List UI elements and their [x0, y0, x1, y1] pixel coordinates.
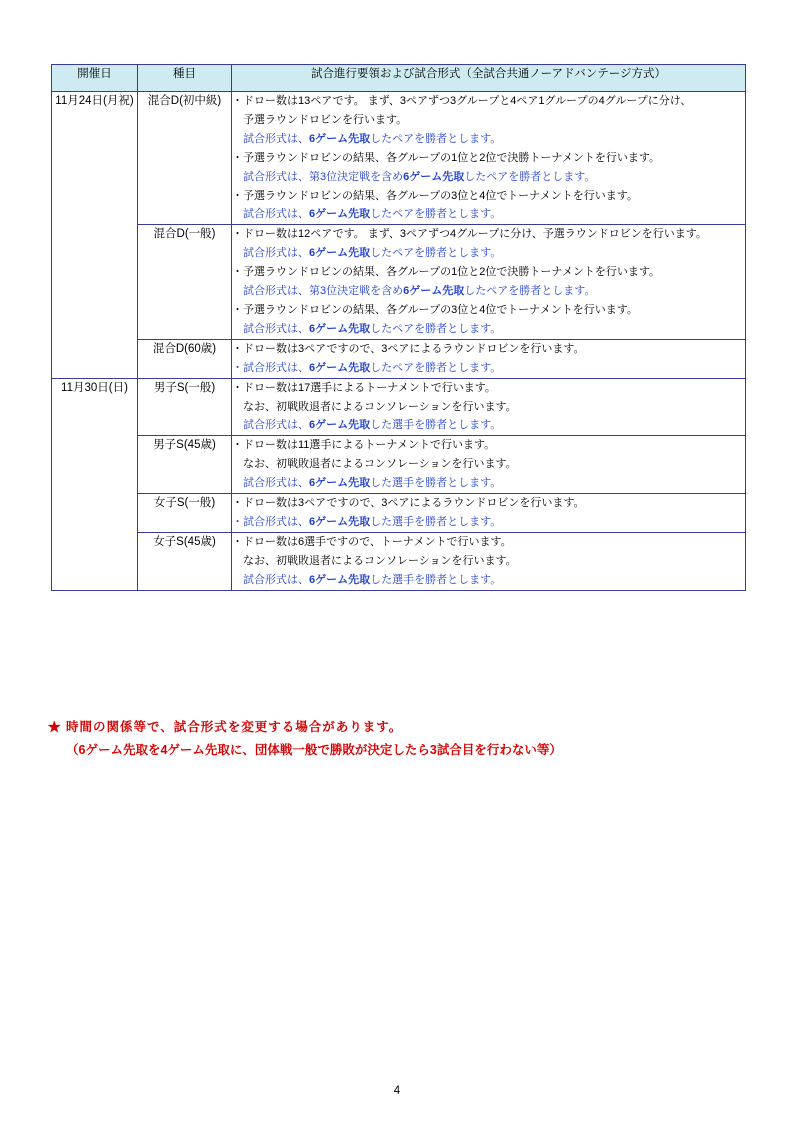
match-schedule-table	[51, 64, 746, 591]
detail-line: 試合形式は、第3位決定戦を含め6ゲーム先取したペアを勝者とします。	[243, 285, 596, 298]
detail-line: 試合形式は、6ゲーム先取した選手を勝者とします。	[243, 477, 502, 490]
detail-line: 試合形式は、6ゲーム先取したペアを勝者とします。	[243, 247, 502, 260]
detail-line: ・予選ラウンドロビンの結果、各グループの1位と2位で決勝トーナメントを行います。	[232, 151, 661, 164]
table-row	[52, 494, 746, 533]
emphasis-text: 6ゲーム先取	[309, 322, 371, 335]
detail-line: ・ドロー数は11選手によるトーナメントで行います。	[232, 439, 496, 452]
note-line-2: （6ゲーム先取を4ゲーム先取に、団体戦一般で勝敗が決定したら3試合目を行わない等）	[66, 743, 562, 758]
table-header-row	[52, 65, 746, 92]
emphasis-text: 6ゲーム先取	[309, 132, 371, 145]
column-header-event: 種目	[138, 65, 232, 92]
detail-line: ・予選ラウンドロビンの結果、各グループの3位と4位でトーナメントを行います。	[232, 303, 638, 316]
note-line-1: ★ 時間の関係等で、試合形式を変更する場合があります。	[48, 720, 403, 734]
detail-line: ・ドロー数は12ペアです。 まず、3ペアずつ4グループに分け、予選ラウンドロビンを行います。	[232, 228, 707, 241]
cell-date: 11月24日(月祝)	[52, 92, 138, 379]
detail-line: 試合形式は、6ゲーム先取したペアを勝者とします。	[243, 132, 502, 145]
detail-line: ・ドロー数は6選手ですので、トーナメントで行います。	[232, 535, 512, 548]
detail-line: 試合形式は、6ゲーム先取した選手を勝者とします。	[243, 573, 502, 586]
table-row	[52, 92, 746, 225]
cell-format-detail	[232, 494, 746, 533]
detail-line: なお、初戦敗退者によるコンソレーションを行います。	[243, 458, 517, 471]
detail-line: ・ドロー数は17選手によるトーナメントで行います。	[232, 381, 496, 394]
table-row	[52, 378, 746, 436]
cell-event: 混合D(一般)	[138, 225, 232, 339]
detail-line: なお、初戦敗退者によるコンソレーションを行います。	[243, 400, 517, 413]
detail-line: ・ドロー数は3ペアですので、3ペアによるラウンドロビンを行います。	[232, 342, 585, 355]
detail-line: ・試合形式は、6ゲーム先取した選手を勝者とします。	[232, 515, 502, 528]
cell-format-detail	[232, 532, 746, 590]
table-row	[52, 339, 746, 378]
detail-line: 試合形式は、6ゲーム先取したペアを勝者とします。	[243, 322, 502, 335]
detail-line: 試合形式は、6ゲーム先取した選手を勝者とします。	[243, 419, 502, 432]
table-row	[52, 532, 746, 590]
cell-format-detail	[232, 225, 746, 339]
detail-line: ・試合形式は、6ゲーム先取したペアを勝者とします。	[232, 361, 502, 374]
emphasis-text: 6ゲーム先取	[309, 419, 371, 432]
detail-line: 試合形式は、6ゲーム先取したペアを勝者とします。	[243, 208, 502, 221]
cell-event: 女子S(一般)	[138, 494, 232, 533]
cell-format-detail	[232, 378, 746, 436]
column-header-date: 開催日	[52, 65, 138, 92]
column-header-format: 試合進行要領および試合形式（全試合共通ノーアドバンテージ方式）	[232, 65, 746, 92]
page-number: 4	[393, 1085, 401, 1097]
cell-event: 男子S(一般)	[138, 378, 232, 436]
table-body	[52, 92, 746, 591]
emphasis-text: 6ゲーム先取	[403, 285, 465, 298]
cell-event: 女子S(45歳)	[138, 532, 232, 590]
emphasis-text: 6ゲーム先取	[309, 515, 371, 528]
detail-line: ・ドロー数は13ペアです。 まず、3ペアずつ3グループと4ペア1グループの4グループに分け、	[232, 95, 692, 107]
cell-event: 男子S(45歳)	[138, 436, 232, 494]
cell-format-detail	[232, 339, 746, 378]
detail-line: 予選ラウンドロビンを行います。	[243, 113, 408, 126]
cell-format-detail	[232, 436, 746, 494]
detail-line: なお、初戦敗退者によるコンソレーションを行います。	[243, 554, 517, 567]
emphasis-text: 6ゲーム先取	[309, 573, 371, 586]
cell-event: 混合D(60歳)	[138, 339, 232, 378]
emphasis-text: 6ゲーム先取	[309, 477, 371, 490]
cell-format-detail	[232, 92, 746, 225]
table-row	[52, 225, 746, 339]
detail-line: ・ドロー数は3ペアですので、3ペアによるラウンドロビンを行います。	[232, 497, 585, 510]
emphasis-text: 6ゲーム先取	[309, 208, 371, 221]
cell-event: 混合D(初中級)	[138, 92, 232, 225]
detail-line: ・予選ラウンドロビンの結果、各グループの3位と4位でトーナメントを行います。	[232, 189, 638, 202]
emphasis-text: 6ゲーム先取	[309, 247, 371, 260]
table-row	[52, 436, 746, 494]
emphasis-text: 6ゲーム先取	[403, 170, 465, 183]
detail-line: 試合形式は、第3位決定戦を含め6ゲーム先取したペアを勝者とします。	[243, 170, 596, 183]
cell-date: 11月30日(日)	[52, 378, 138, 590]
note-block	[48, 716, 748, 762]
table-header	[52, 65, 746, 92]
detail-line: ・予選ラウンドロビンの結果、各グループの1位と2位で決勝トーナメントを行います。	[232, 266, 661, 279]
emphasis-text: 6ゲーム先取	[309, 361, 371, 374]
